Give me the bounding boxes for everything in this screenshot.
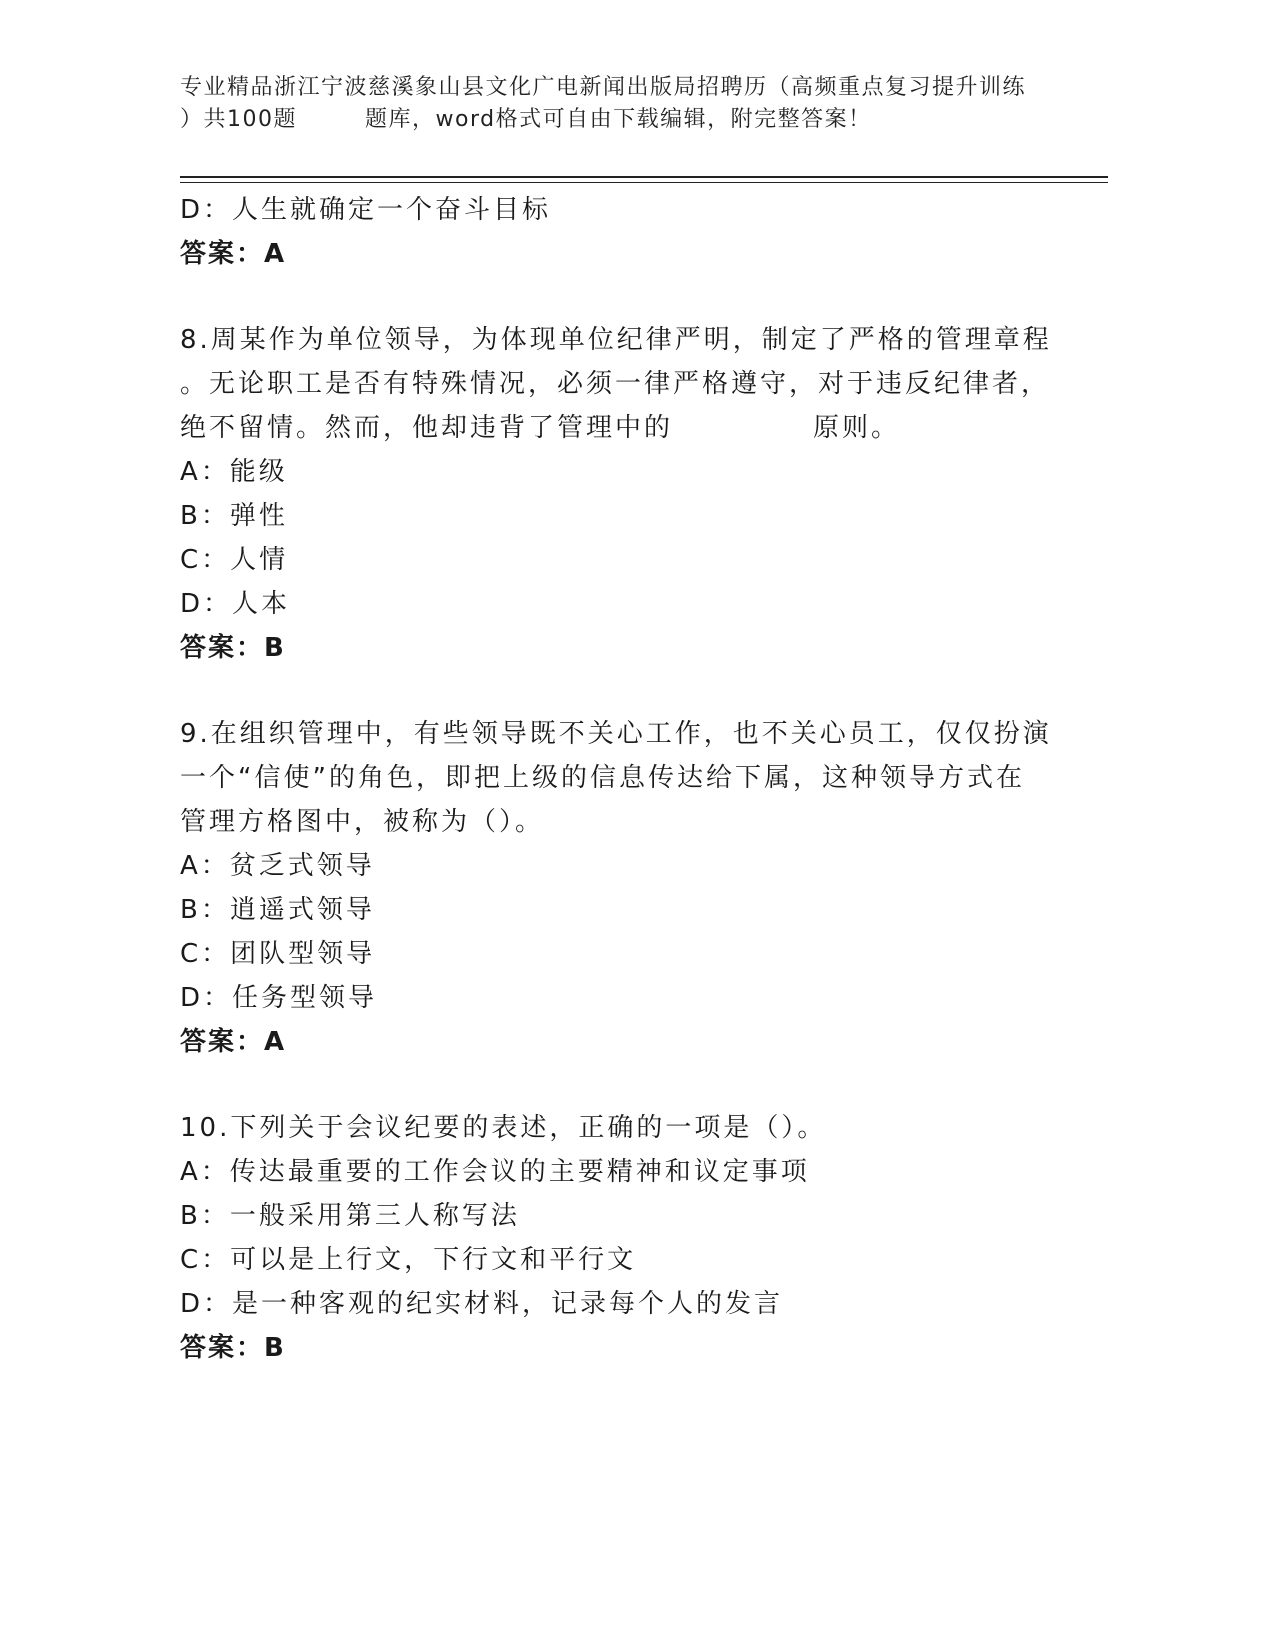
option-a: A：传达最重要的工作会议的主要精神和议定事项 xyxy=(180,1157,810,1187)
question-text: 管理方格图中，被称为（）。 xyxy=(180,807,545,837)
header-divider-thin xyxy=(180,182,1108,183)
option-d: D：人生就确定一个奋斗目标 xyxy=(180,195,552,225)
question-10 xyxy=(180,1106,1060,1370)
question-text xyxy=(180,406,1060,450)
question-text: 10.下列关于会议纪要的表述，正确的一项是（）。 xyxy=(180,1113,827,1143)
answer: 答案：A xyxy=(180,1027,287,1057)
option-c: C：团队型领导 xyxy=(180,939,376,969)
option-d: D：人本 xyxy=(180,589,291,619)
question-text: 8.周某作为单位领导，为体现单位纪律严明，制定了严格的管理章程 xyxy=(180,325,1052,355)
header-divider-thick xyxy=(180,176,1108,178)
header-line-2-start: ）共100题 xyxy=(180,107,297,132)
question-text: 。无论职工是否有特殊情况，必须一律严格遵守，对于违反纪律者， xyxy=(180,369,1051,399)
question-text: 9.在组织管理中，有些领导既不关心工作，也不关心员工，仅仅扮演 xyxy=(180,719,1052,749)
option-a: A：贫乏式领导 xyxy=(180,851,375,881)
answer: 答案：A xyxy=(180,239,287,269)
header-line-2-end: 题库，word格式可自由下载编辑，附完整答案！ xyxy=(365,107,872,132)
question-7-tail xyxy=(180,188,1060,276)
header-line-1: 专业精品浙江宁波慈溪象山县文化广电新闻出版局招聘历（高频重点复习提升训练 xyxy=(180,75,1027,100)
header-line-2 xyxy=(180,104,1060,136)
question-text-after-blank: 原则。 xyxy=(813,413,901,443)
question-text: 一个“信使”的角色，即把上级的信息传达给下属，这种领导方式在 xyxy=(180,763,1025,793)
document-header xyxy=(180,72,1060,136)
question-text-before-blank: 绝不留情。然而，他却违背了管理中的 xyxy=(180,413,674,443)
answer: 答案：B xyxy=(180,1333,286,1363)
question-list xyxy=(180,188,1060,1370)
option-b: B：一般采用第三人称写法 xyxy=(180,1201,520,1231)
option-d: D：任务型领导 xyxy=(180,983,378,1013)
option-d: D：是一种客观的纪实材料，记录每个人的发言 xyxy=(180,1289,784,1319)
option-c: C：可以是上行文，下行文和平行文 xyxy=(180,1245,637,1275)
answer: 答案：B xyxy=(180,633,286,663)
option-b: B：逍遥式领导 xyxy=(180,895,375,925)
option-b: B：弹性 xyxy=(180,501,288,531)
option-a: A：能级 xyxy=(180,457,288,487)
question-8 xyxy=(180,318,1060,670)
question-9 xyxy=(180,712,1060,1064)
option-c: C：人情 xyxy=(180,545,289,575)
